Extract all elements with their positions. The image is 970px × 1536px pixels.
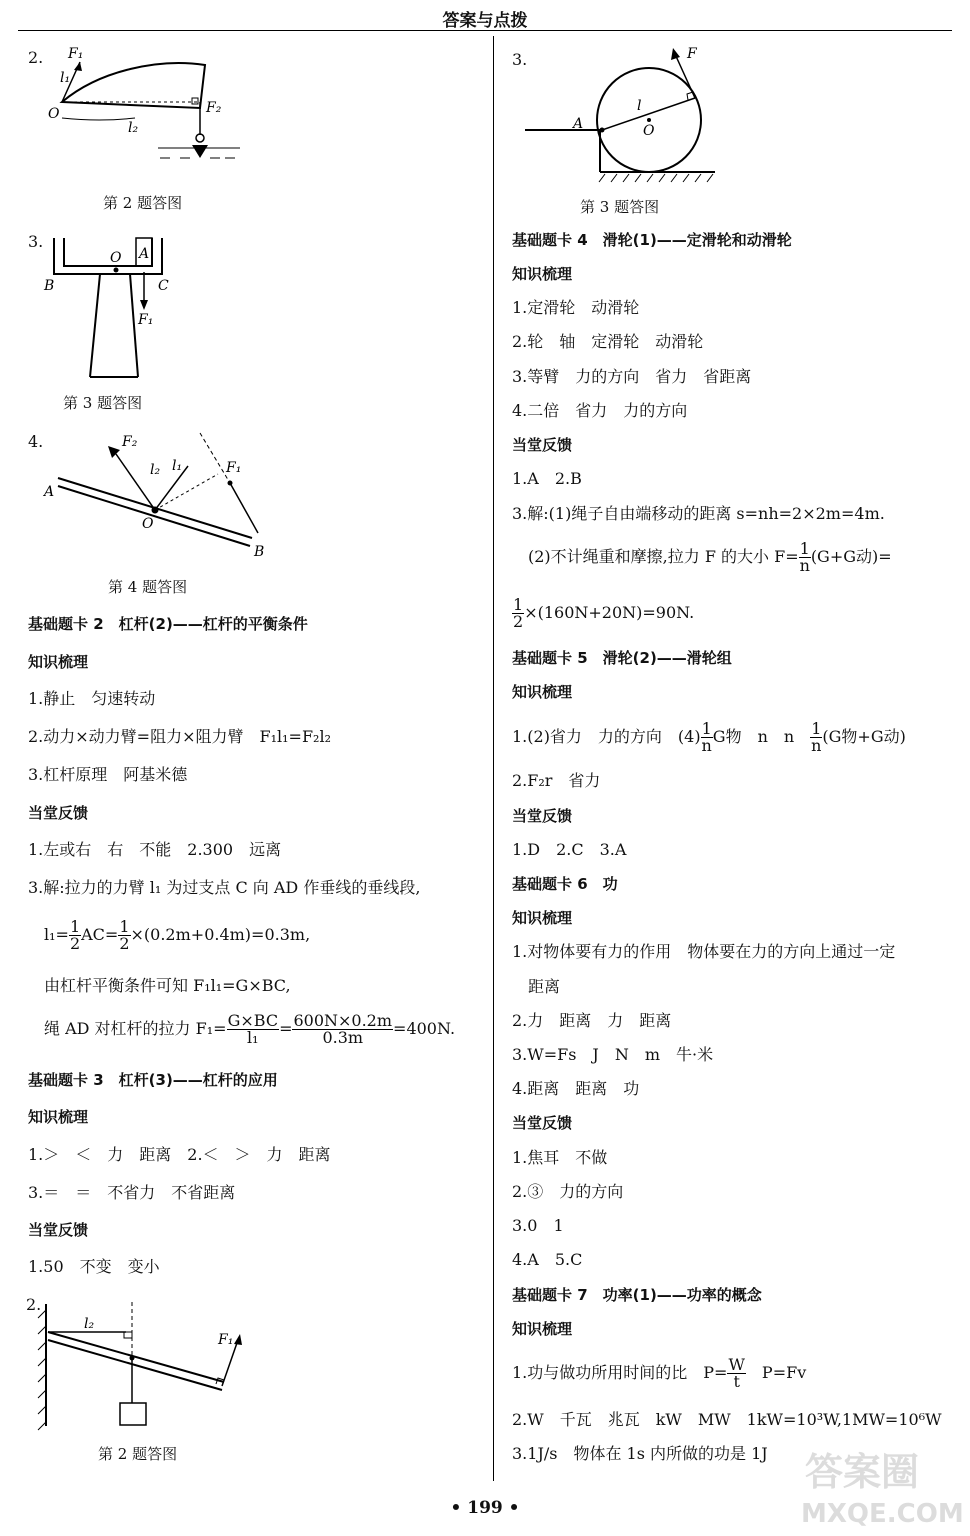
card2-knowledge-3: 3.杠杆原理 阿基米德 (28, 765, 188, 784)
card3-knowledge-heading: 知识梳理 (28, 1108, 89, 1126)
card3-feedback-1: 1.50 不变 变小 (28, 1257, 160, 1276)
card7-title: 基础题卡 7 功率(1)——功率的概念 (512, 1286, 762, 1304)
fig5-lever-wall-diagram (36, 1298, 256, 1433)
card4-feedback-1: 1.A 2.B (512, 469, 582, 488)
card5-title: 基础题卡 5 滑轮(2)——滑轮组 (512, 649, 732, 667)
watermark-line2: MXQE.COM (801, 1499, 964, 1529)
svg-text:A: A (573, 116, 584, 132)
svg-text:F₂: F₂ (122, 434, 138, 450)
card2-eq-3: 绳 AD 对杠杆的拉力 F₁= $\frac{G\times BC}{\text{l₁}}$ = $\frac{600N\times 0.2m}{0.3m}$ =400N. (44, 1011, 456, 1047)
page-header (0, 0, 970, 30)
card2-knowledge-1: 1.静止 匀速转动 (28, 689, 156, 708)
card6-feedback-heading: 当堂反馈 (512, 1114, 573, 1132)
card4-feedback-3c: $\frac{1}{2}$ ×(160N+20N)=90N. (513, 595, 695, 631)
fig4-lever-diagram (40, 428, 280, 568)
svg-text:l: l (637, 98, 642, 114)
card7-knowledge-heading: 知识梳理 (512, 1320, 573, 1338)
card6-feedback-3: 3.0 1 (512, 1216, 564, 1235)
svg-text:B: B (44, 278, 55, 294)
card2-feedback-1: 1.左或右 右 不能 2.300 远离 (28, 840, 282, 859)
right-fig3-caption: 第 3 题答图 (580, 198, 660, 216)
fig5-number: 2. (26, 1295, 42, 1314)
card4-knowledge-2: 2.轮 轴 定滑轮 动滑轮 (512, 332, 704, 351)
svg-text:l₁: l₁ (172, 458, 183, 474)
svg-text:F: F (687, 46, 697, 62)
svg-text:l₂: l₂ (150, 462, 161, 478)
fig2-number: 2. (28, 48, 44, 67)
card5-knowledge-1: 1.(2)省力 力的方向 (4) $\frac{1}{n}$ G物 n n $\frac{1}{n}$ (G物+G动) (512, 719, 906, 755)
svg-text:l₂: l₂ (84, 1316, 95, 1332)
svg-text:B: B (254, 544, 265, 560)
card2-title: 基础题卡 2 杠杆(2)——杠杆的平衡条件 (28, 615, 308, 633)
card6-feedback-4: 4.A 5.C (512, 1250, 583, 1269)
card3-title: 基础题卡 3 杠杆(3)——杠杆的应用 (28, 1071, 278, 1089)
svg-text:F₁: F₁ (68, 46, 84, 62)
fig2-caption: 第 2 题答图 (103, 194, 183, 212)
fig4-number: 4. (28, 432, 44, 451)
column-divider (493, 36, 494, 1481)
card2-knowledge-heading: 知识梳理 (28, 653, 89, 671)
page-number: • 199 • (450, 1498, 520, 1518)
card3-knowledge-1: 1.＞ ＜ 力 距离 2.＜ ＞ 力 距离 (28, 1145, 331, 1164)
svg-text:C: C (158, 278, 169, 294)
svg-text:A: A (44, 484, 55, 500)
card6-knowledge-1: 1.对物体要有力的作用 物体要在力的方向上通过一定 (512, 942, 896, 961)
watermark-logo (795, 1440, 965, 1530)
card3-knowledge-3: 3.＝ ＝ 不省力 不省距离 (28, 1183, 236, 1202)
card2-knowledge-2: 2.动力×动力臂=阻力×阻力臂 F₁l₁=F₂l₂ (28, 727, 331, 746)
right-fig3-wheel-diagram (525, 40, 725, 185)
fig5-caption: 第 2 题答图 (98, 1445, 178, 1463)
card7-knowledge-3: 3.1J/s 物体在 1s 内所做的功是 1J (512, 1444, 768, 1463)
card4-knowledge-1: 1.定滑轮 动滑轮 (512, 298, 640, 317)
svg-text:F₁: F₁ (218, 1332, 234, 1348)
card6-feedback-2: 2.③ 力的方向 (512, 1182, 624, 1201)
fig2-lever-diagram (40, 40, 260, 175)
card4-knowledge-3: 3.等臂 力的方向 省力 省距离 (512, 367, 752, 386)
card7-knowledge-1: 1.功与做功所用时间的比 P= $\frac{W}{t}$ P=Fv (512, 1355, 807, 1391)
card2-eq-1: l₁= $\frac{1}{2}$ AC= $\frac{1}{2}$ ×(0.2m+0.4m)=0.3m, (44, 917, 311, 953)
card4-feedback-3b: (2)不计绳重和摩擦,拉力 F 的大小 F= $\frac{1}{n}$ (G+G动)= (528, 539, 892, 575)
svg-text:F₁: F₁ (138, 312, 154, 328)
svg-text:A: A (139, 246, 150, 262)
card4-knowledge-4: 4.二倍 省力 力的方向 (512, 401, 688, 420)
card6-title: 基础题卡 6 功 (512, 875, 618, 893)
svg-text:F₁: F₁ (226, 460, 242, 476)
card6-feedback-1: 1.焦耳 不做 (512, 1148, 608, 1167)
right-fig3-number: 3. (512, 50, 528, 69)
header-rule (18, 30, 952, 31)
svg-text:l₂: l₂ (128, 120, 139, 136)
card5-knowledge-2: 2.F₂r 省力 (512, 771, 601, 790)
fig3-lever-diagram (40, 232, 190, 382)
svg-text:O: O (142, 516, 154, 532)
card2-eq-2: 由杠杆平衡条件可知 F₁l₁=G×BC, (44, 976, 291, 995)
card3-feedback-heading: 当堂反馈 (28, 1221, 89, 1239)
svg-text:O: O (643, 123, 655, 139)
card2-feedback-3: 3.解:拉力的力臂 l₁ 为过支点 C 向 AD 作垂线的垂线段, (28, 878, 421, 897)
watermark-line1: 答案圈 (805, 1450, 920, 1494)
card7-knowledge-2: 2.W 千瓦 兆瓦 kW MW 1kW=10³W,1MW=10⁶W (512, 1410, 942, 1429)
fig3-caption: 第 3 题答图 (63, 394, 143, 412)
card4-title: 基础题卡 4 滑轮(1)——定滑轮和动滑轮 (512, 231, 792, 249)
card5-knowledge-heading: 知识梳理 (512, 683, 573, 701)
svg-text:F₂: F₂ (206, 100, 222, 116)
fig4-caption: 第 4 题答图 (108, 578, 188, 596)
card5-feedback-heading: 当堂反馈 (512, 807, 573, 825)
card4-feedback-heading: 当堂反馈 (512, 436, 573, 454)
svg-text:O: O (48, 106, 60, 122)
fig3-number: 3. (28, 232, 44, 251)
card6-knowledge-2: 2.力 距离 力 距离 (512, 1011, 672, 1030)
card6-knowledge-heading: 知识梳理 (512, 909, 573, 927)
header-title: 答案与点拨 (442, 11, 528, 31)
card6-knowledge-4: 4.距离 距离 功 (512, 1079, 640, 1098)
svg-text:l₁: l₁ (60, 70, 71, 86)
card6-knowledge-3: 3.W=Fs J N m 牛·米 (512, 1045, 714, 1064)
card4-feedback-3: 3.解:(1)绳子自由端移动的距离 s=nh=2×2m=4m. (512, 504, 885, 523)
card2-feedback-heading: 当堂反馈 (28, 804, 89, 822)
svg-text:O: O (110, 250, 122, 266)
card6-knowledge-1b: 距离 (528, 977, 561, 996)
card5-feedback-1: 1.D 2.C 3.A (512, 840, 627, 859)
card4-knowledge-heading: 知识梳理 (512, 265, 573, 283)
